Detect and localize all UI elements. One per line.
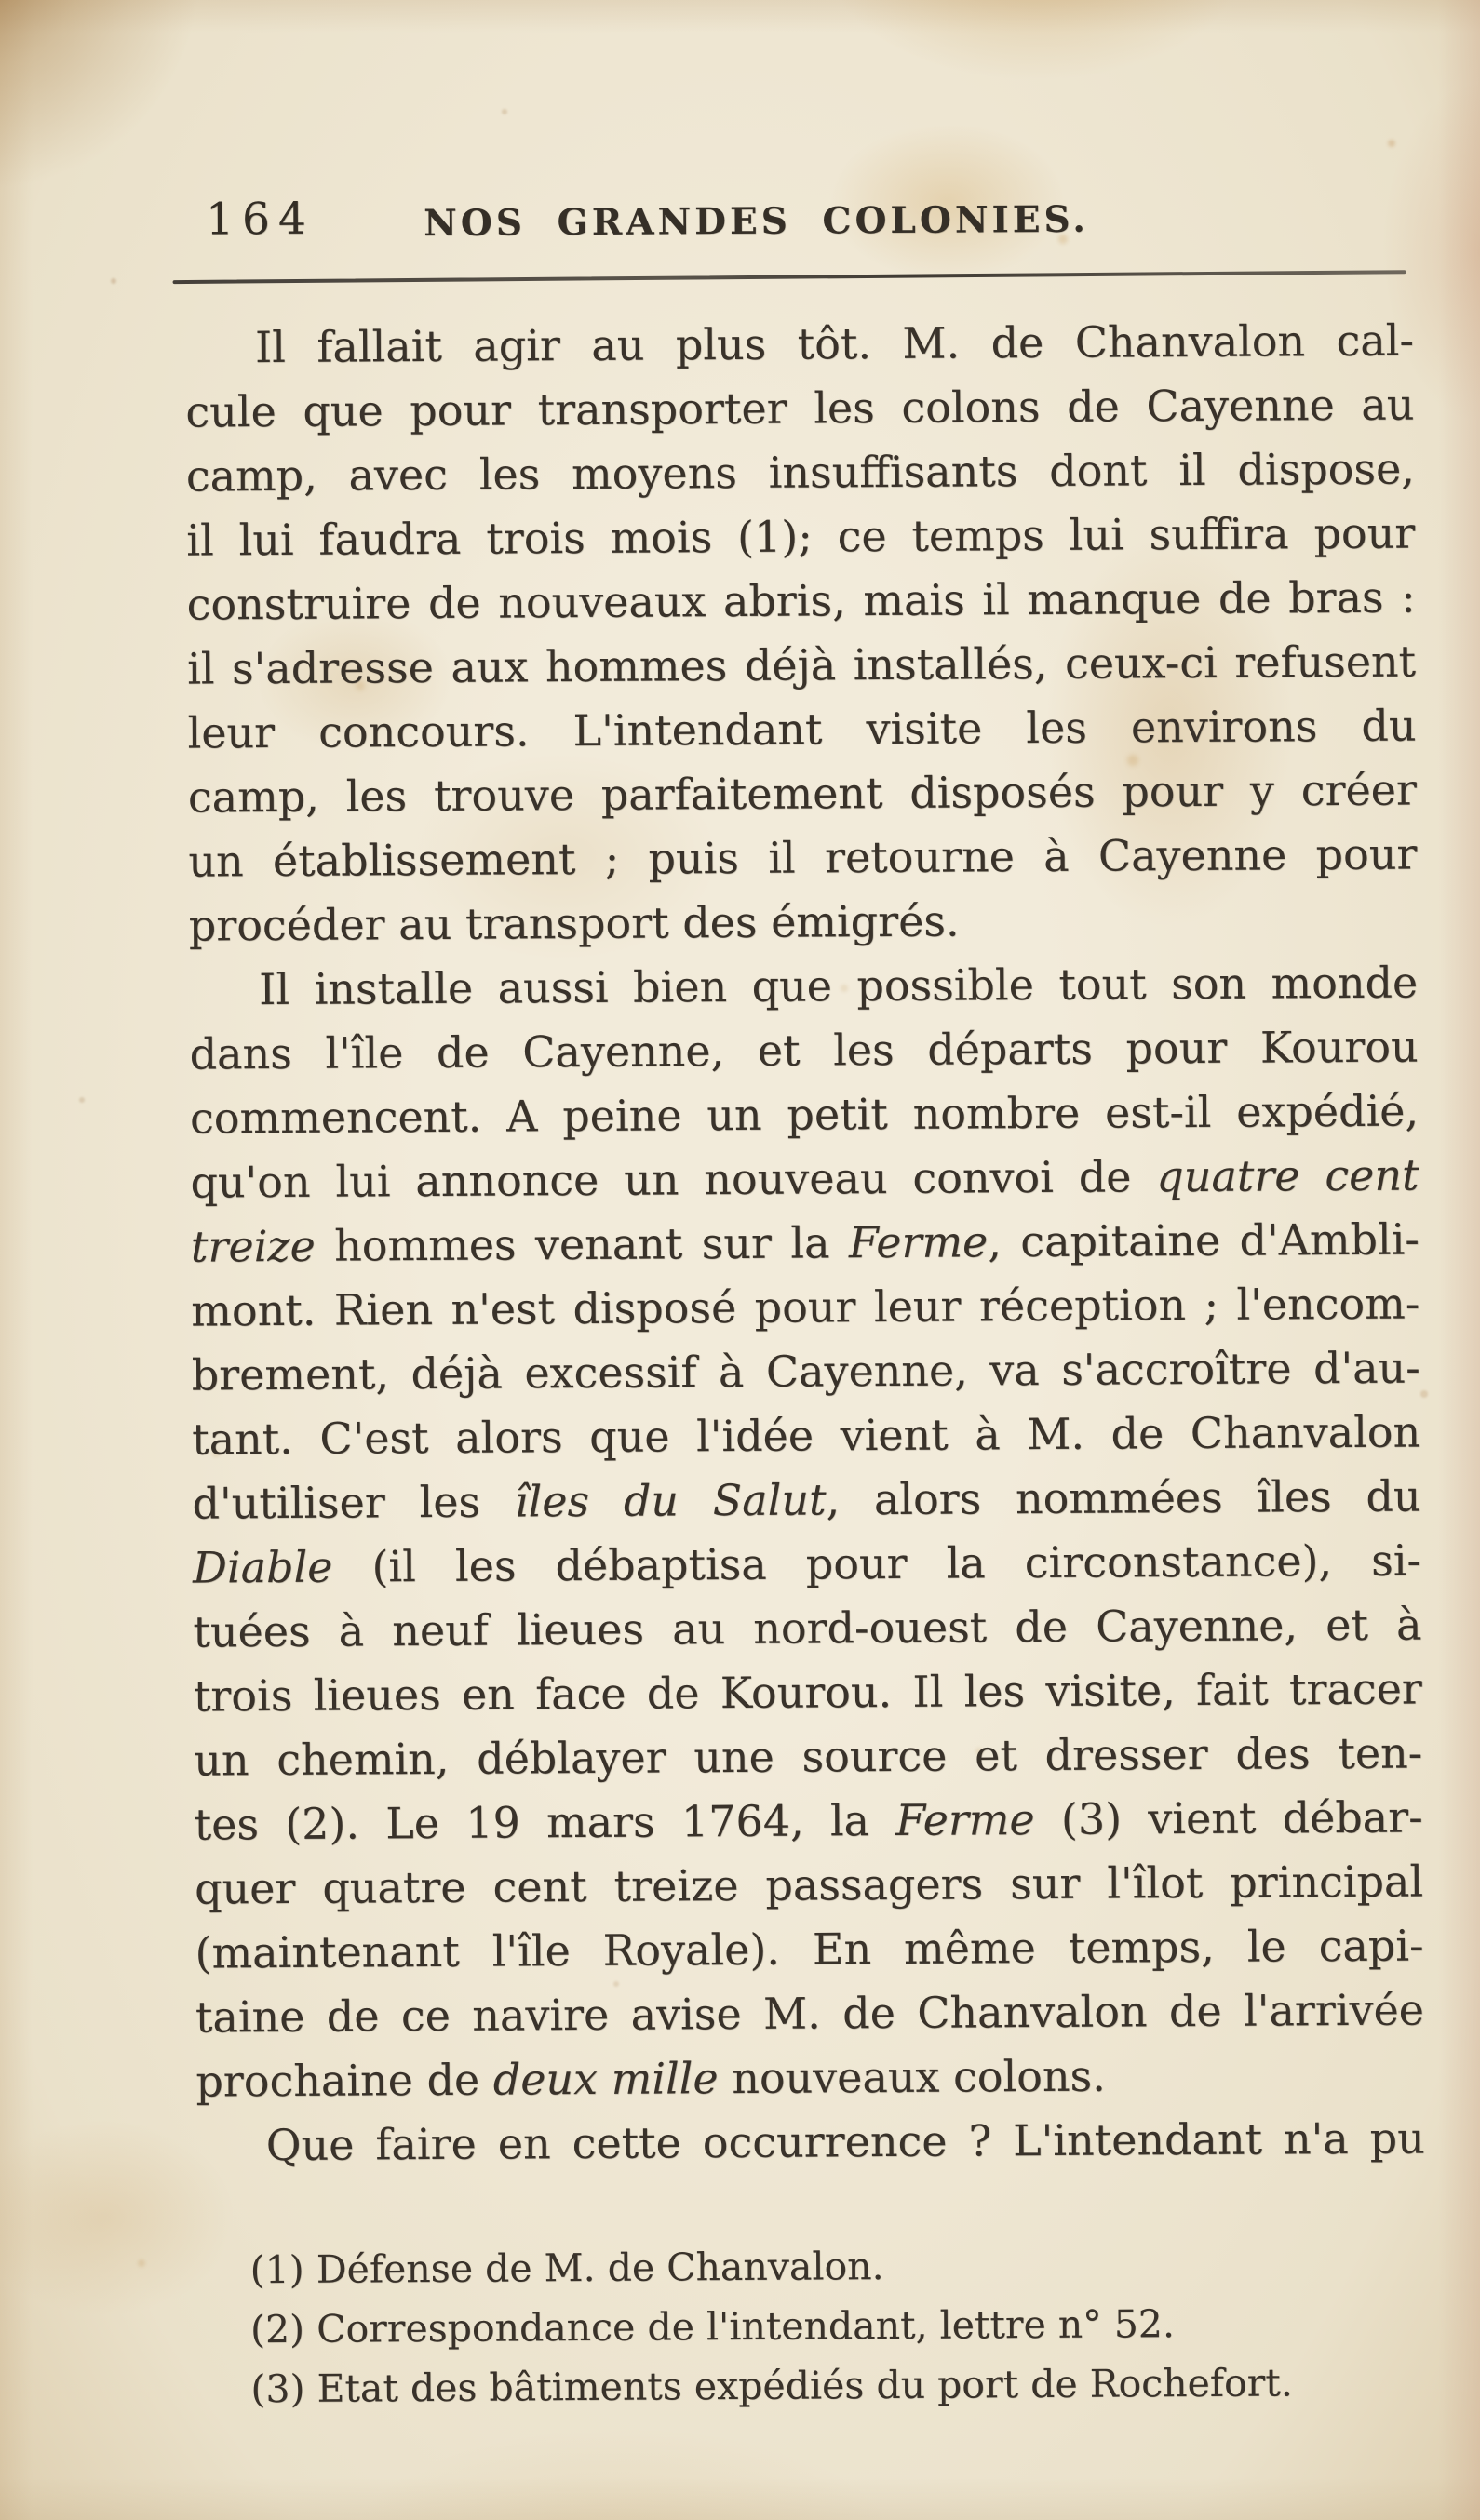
text-segment: d'utiliser les: [192, 1476, 515, 1529]
text-line: [196, 2107, 1425, 2178]
text-line: [194, 1657, 1422, 1729]
text-segment: tes (2). Le 19 mars 1764, la: [194, 1794, 896, 1850]
text-segment: leur concours. L'intendant visite les environs du: [187, 700, 1417, 758]
text-segment: tant. C'est alors que l'idée vient à M. de Chanvalon: [192, 1406, 1421, 1465]
text-segment: brement, déjà excessif à Cayenne, va s'accroître d'au-: [191, 1342, 1420, 1401]
text-segment: prochaine de: [195, 2054, 493, 2107]
text-segment: un établissement ; puis il retourne à Cayenne pour: [188, 828, 1418, 887]
text-segment: (3) vient débar-: [1034, 1791, 1423, 1845]
text-line: [195, 2043, 1424, 2114]
text-line: [188, 758, 1417, 830]
text-segment: taine de ce navire avise M. de Chanvalon de l'arrivée: [195, 1984, 1425, 2043]
text-segment: il s'adresse aux hommes déjà installés, ceux-ci refusent: [186, 636, 1417, 694]
footnote-line: (3) Etat des bâtiments expédiés du port de Rochefort.: [250, 2360, 1293, 2412]
text-line: [186, 437, 1415, 509]
italic-segment: Ferme: [895, 1794, 1035, 1845]
text-segment: hommes venant sur la: [315, 1217, 850, 1271]
text-segment: , alors nommées îles du: [826, 1470, 1421, 1525]
header-rule: [173, 270, 1406, 284]
text-segment: construire de nouveaux abris, mais il manque de bras :: [186, 571, 1416, 630]
text-segment: Que faire en cette occurrence ? L'intendant n'a pu: [265, 2112, 1425, 2171]
text-segment: il lui faudra trois mois (1); ce temps lui suffira pour: [186, 507, 1416, 566]
text-line: [190, 1144, 1419, 1215]
text-segment: procéder au transport des émigrés.: [188, 895, 960, 951]
text-segment: camp, avec les moyens insuffisants dont il dispose,: [185, 443, 1415, 502]
text-line: [189, 1015, 1418, 1087]
text-line: [195, 1850, 1423, 1922]
text-segment: trois lieues en face de Kourou. Il les visite, fait tracer: [193, 1663, 1422, 1722]
text-line: [191, 1208, 1419, 1280]
page-number: 164: [205, 193, 316, 246]
text-line: [194, 1722, 1422, 1793]
text-line: [185, 309, 1414, 381]
text-line: [192, 1336, 1420, 1408]
text-segment: , capitaine d'Ambli-: [988, 1213, 1420, 1267]
text-line: [191, 1272, 1419, 1344]
text-segment: Il fallait agir au plus tôt. M. de Chanvalon cal-: [254, 315, 1415, 373]
footnote-line: (2) Correspondance de l'intendant, lettre n° 52.: [249, 2301, 1176, 2352]
text-segment: un chemin, déblayer une source et dresser des ten-: [194, 1727, 1423, 1786]
text-line: [194, 1786, 1422, 1857]
text-segment: commencent. A peine un petit nombre est-il expédié,: [189, 1085, 1419, 1144]
text-segment: nouveaux colons.: [718, 2050, 1106, 2104]
body-text: [185, 309, 1425, 2178]
italic-segment: deux mille: [492, 2053, 719, 2105]
text-line: [187, 694, 1416, 766]
italic-segment: îles du Salut: [514, 1474, 827, 1527]
running-title: NOS GRANDES COLONIES.: [424, 197, 1089, 246]
text-segment: cule que pour transporter les colons de Cayenne au: [185, 379, 1415, 437]
text-line: [189, 887, 1418, 958]
text-line: [189, 951, 1418, 1023]
text-line: [185, 373, 1414, 445]
text-segment: mont. Rien n'est disposé pour leur réception ; l'encom-: [191, 1278, 1420, 1336]
footnote-line: (1) Défense de M. de Chanvalon.: [249, 2244, 884, 2293]
text-line: [188, 823, 1417, 894]
text-segment: camp, les trouve parfaitement disposés pour y créer: [187, 764, 1418, 823]
italic-segment: quatre cent: [1156, 1149, 1419, 1202]
text-segment: quer quatre cent treize passagers sur l'îlot principal: [194, 1856, 1424, 1914]
text-line: [195, 1978, 1424, 2050]
text-line: [186, 502, 1415, 573]
text-line: [193, 1529, 1421, 1601]
text-segment: dans l'île de Cayenne, et les départs pour Kourou: [189, 1021, 1419, 1079]
text-segment: qu'on lui annonce un nouveau convoi de: [190, 1151, 1157, 1208]
text-segment: (maintenant l'île Royale). En même temps, le capi-: [195, 1920, 1424, 1978]
italic-segment: Ferme: [848, 1216, 989, 1268]
italic-segment: Diable: [192, 1541, 333, 1593]
text-line: [192, 1465, 1420, 1536]
text-segment: Il installe aussi bien que possible tout son monde: [259, 957, 1419, 1015]
text-segment: (il les débaptisa pour la circonstance), si-: [332, 1535, 1422, 1592]
text-segment: tuées à neuf lieues au nord-ouest de Cayenne, et à: [193, 1599, 1422, 1657]
text-line: [193, 1593, 1421, 1665]
text-line: [186, 566, 1415, 637]
paper-stains: [0, 0, 4, 4]
text-line: [195, 1914, 1423, 1986]
text-line: [187, 630, 1416, 702]
text-line: [192, 1401, 1420, 1472]
text-line: [190, 1079, 1419, 1151]
footnotes: [249, 2233, 1367, 2419]
italic-segment: treize: [190, 1220, 316, 1272]
